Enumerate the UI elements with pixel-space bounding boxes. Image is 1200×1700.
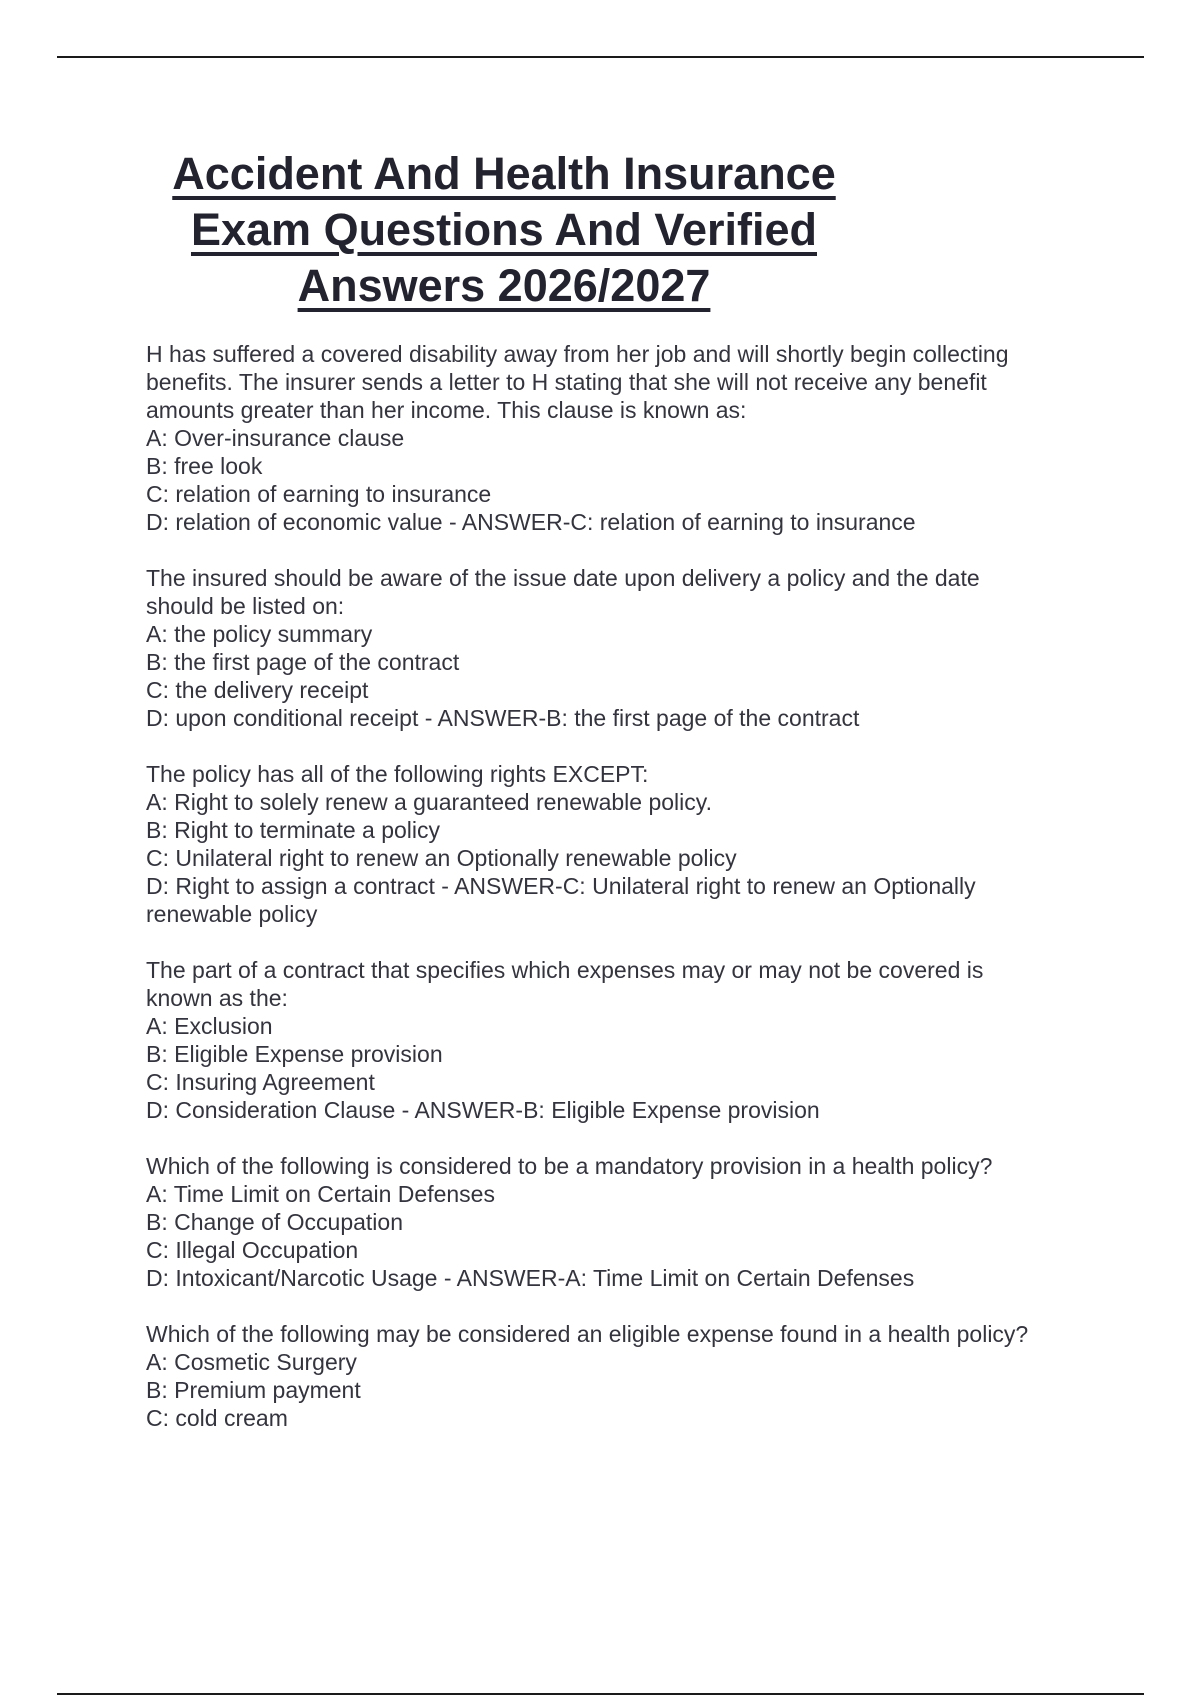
bottom-rule (57, 1693, 1144, 1695)
question-list (146, 340, 1096, 1460)
answer-option: C: relation of earning to insurance (146, 481, 492, 507)
top-rule (57, 56, 1144, 58)
question-line: known as the: (146, 985, 288, 1011)
answer-option: A: Time Limit on Certain Defenses (146, 1181, 495, 1207)
question-block (146, 956, 1096, 1124)
question-line: benefits. The insurer sends a letter to H stating that she will not receive any benefit (146, 369, 987, 395)
question-line: H has suffered a covered disability away from her job and will shortly begin collecting (146, 341, 1009, 367)
answer-option: B: Eligible Expense provision (146, 1041, 443, 1067)
answer-option: D: Right to assign a contract - ANSWER-C: Unilateral right to renew an Optionally (146, 873, 976, 899)
answer-option: C: Unilateral right to renew an Optionally renewable policy (146, 845, 737, 871)
answer-option: C: cold cream (146, 1405, 288, 1431)
answer-option: A: Exclusion (146, 1013, 273, 1039)
question-line: The policy has all of the following rights EXCEPT: (146, 761, 649, 787)
answer-option: D: Intoxicant/Narcotic Usage - ANSWER-A: Time Limit on Certain Defenses (146, 1265, 915, 1291)
question-block (146, 760, 1096, 928)
answer-option: B: free look (146, 453, 263, 479)
answer-option: D: upon conditional receipt - ANSWER-B: the first page of the contract (146, 705, 860, 731)
answer-option: B: Right to terminate a policy (146, 817, 441, 843)
question-block (146, 340, 1096, 536)
title-line: Exam Questions And Verified (190, 204, 817, 255)
answer-option: D: relation of economic value - ANSWER-C: relation of earning to insurance (146, 509, 916, 535)
answer-option: A: Over-insurance clause (146, 425, 405, 451)
question-block (146, 564, 1096, 732)
question-line: Which of the following may be considered an eligible expense found in a health policy? (146, 1321, 1029, 1347)
answer-option: B: the first page of the contract (146, 649, 460, 675)
answer-option: B: Change of Occupation (146, 1209, 403, 1235)
document-title (146, 146, 862, 314)
answer-option: renewable policy (146, 901, 318, 927)
question-line: Which of the following is considered to be a mandatory provision in a health policy? (146, 1153, 993, 1179)
question-block (146, 1320, 1096, 1432)
answer-option: C: Illegal Occupation (146, 1237, 359, 1263)
answer-option: C: the delivery receipt (146, 677, 369, 703)
title-line: Answers 2026/2027 (297, 260, 711, 311)
question-line: amounts greater than her income. This clause is known as: (146, 397, 747, 423)
answer-option: A: Right to solely renew a guaranteed renewable policy. (146, 789, 712, 815)
answer-option: D: Consideration Clause - ANSWER-B: Eligible Expense provision (146, 1097, 820, 1123)
answer-option: A: Cosmetic Surgery (146, 1349, 357, 1375)
question-block (146, 1152, 1096, 1292)
question-line: should be listed on: (146, 593, 345, 619)
answer-option: C: Insuring Agreement (146, 1069, 375, 1095)
title-line: Accident And Health Insurance (172, 148, 836, 199)
answer-option: A: the policy summary (146, 621, 373, 647)
answer-option: B: Premium payment (146, 1377, 361, 1403)
question-line: The part of a contract that specifies which expenses may or may not be covered is (146, 957, 984, 983)
question-line: The insured should be aware of the issue date upon delivery a policy and the date (146, 565, 980, 591)
